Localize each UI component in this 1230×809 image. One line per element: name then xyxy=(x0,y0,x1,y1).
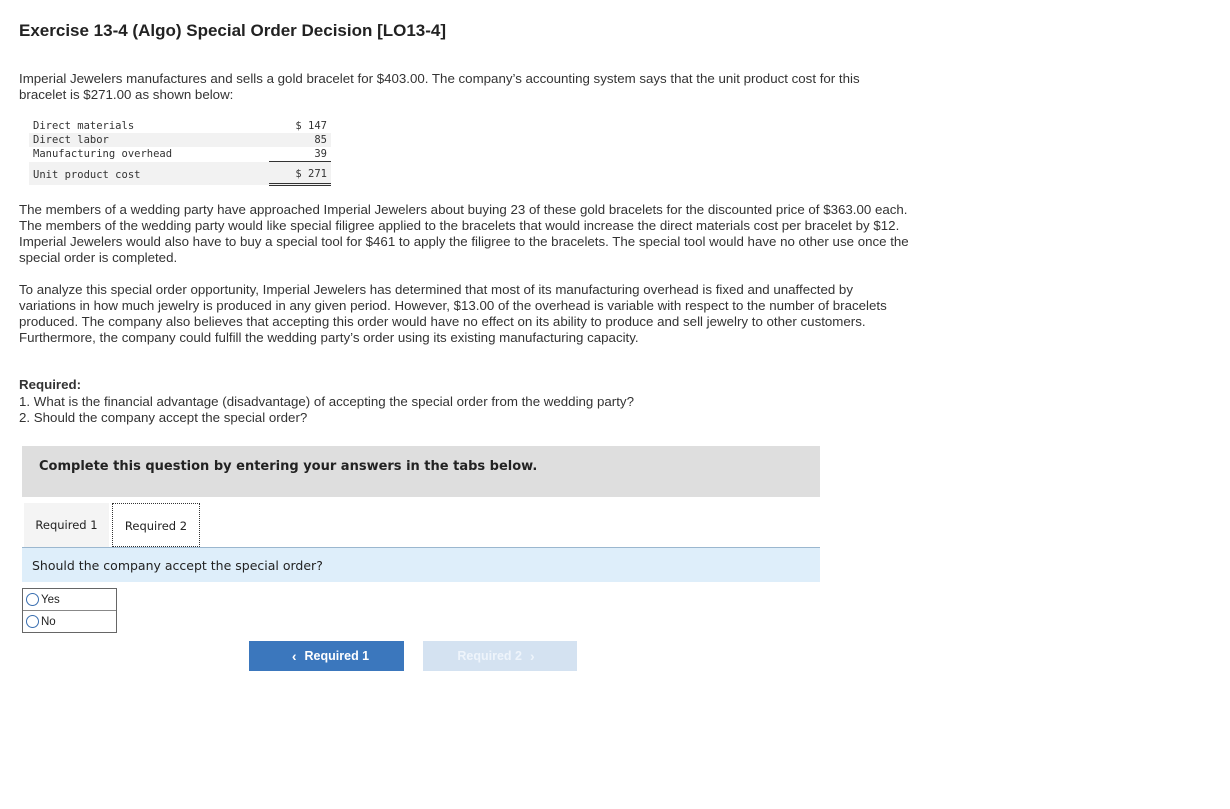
prev-required-1-button[interactable] xyxy=(249,641,404,671)
chevron-right-icon: › xyxy=(529,648,535,664)
chevron-left-icon: ‹ xyxy=(291,648,297,664)
special-order-paragraph: The members of a wedding party have approached Imperial Jewelers about buying 23 of these gold bracelets for the discounted price of $363.00 each. The members of the wedding party would like special filigree applied to the bracelets that would increase the direct materials cost per bracelet by $12. Imperial Jewelers would also have to buy a special tool for $461 to apply the filigree to the bracelets. The special tool would have no other use once the special order is completed. xyxy=(19,202,909,265)
analysis-paragraph: To analyze this special order opportunity, Imperial Jewelers has determined that most of its manufacturing overhead is fixed and unaffected by variations in how much jewelry is produced in any given period. However, $13.00 of the overhead is variable with respect to the number of bracelets produced. The company also believes that accepting this order would have no effect on its ability to produce and sell jewelry to other customers. Furthermore, the company could fulfill the wedding party’s order using its existing manufacturing capacity. xyxy=(19,282,887,345)
required-list xyxy=(19,394,634,426)
page-title: Exercise 13-4 (Algo) Special Order Decision [LO13-4] xyxy=(19,21,447,40)
row-label: Unit product cost xyxy=(29,162,269,185)
option-label: No xyxy=(41,615,56,628)
table-row xyxy=(29,119,331,133)
row-value: 85 xyxy=(269,133,331,147)
row-value: 39 xyxy=(269,147,331,162)
instructions-banner xyxy=(22,446,820,497)
row-label: Direct materials xyxy=(33,120,135,132)
row-value: $ 271 xyxy=(269,162,331,185)
row-label: Direct labor xyxy=(29,133,269,147)
answer-options xyxy=(22,588,117,633)
tab-required-2[interactable]: Required 2 xyxy=(112,503,200,547)
required-item: 1. What is the financial advantage (disadvantage) of accepting the special order from the wedding party? xyxy=(19,394,634,409)
tab-required-1[interactable]: Required 1 xyxy=(24,503,109,547)
row-value: $ 147 xyxy=(295,120,327,132)
option-yes[interactable] xyxy=(23,589,116,610)
option-no[interactable] xyxy=(23,610,116,632)
row-label: Manufacturing overhead xyxy=(33,148,173,161)
table-row-total xyxy=(29,162,331,185)
question-text: Should the company accept the special order? xyxy=(32,558,323,573)
next-button-label: Required 2 xyxy=(457,649,522,663)
option-label: Yes xyxy=(41,593,60,606)
table-row xyxy=(29,147,331,162)
question-bar xyxy=(22,548,820,582)
radio-button-icon[interactable] xyxy=(26,615,39,628)
intro-paragraph: Imperial Jewelers manufactures and sells a gold bracelet for $403.00. The company’s accounting system says that the unit product cost for this bracelet is $271.00 as shown below: xyxy=(19,71,860,102)
radio-button-icon[interactable] xyxy=(26,593,39,606)
banner-text: Complete this question by entering your answers in the tabs below. xyxy=(39,459,538,474)
cost-table xyxy=(29,119,331,186)
required-heading: Required: xyxy=(19,377,82,392)
required-item: 2. Should the company accept the special order? xyxy=(19,410,308,425)
prev-button-label: Required 1 xyxy=(304,649,370,663)
table-row xyxy=(29,133,331,147)
next-required-2-button[interactable] xyxy=(423,641,577,671)
